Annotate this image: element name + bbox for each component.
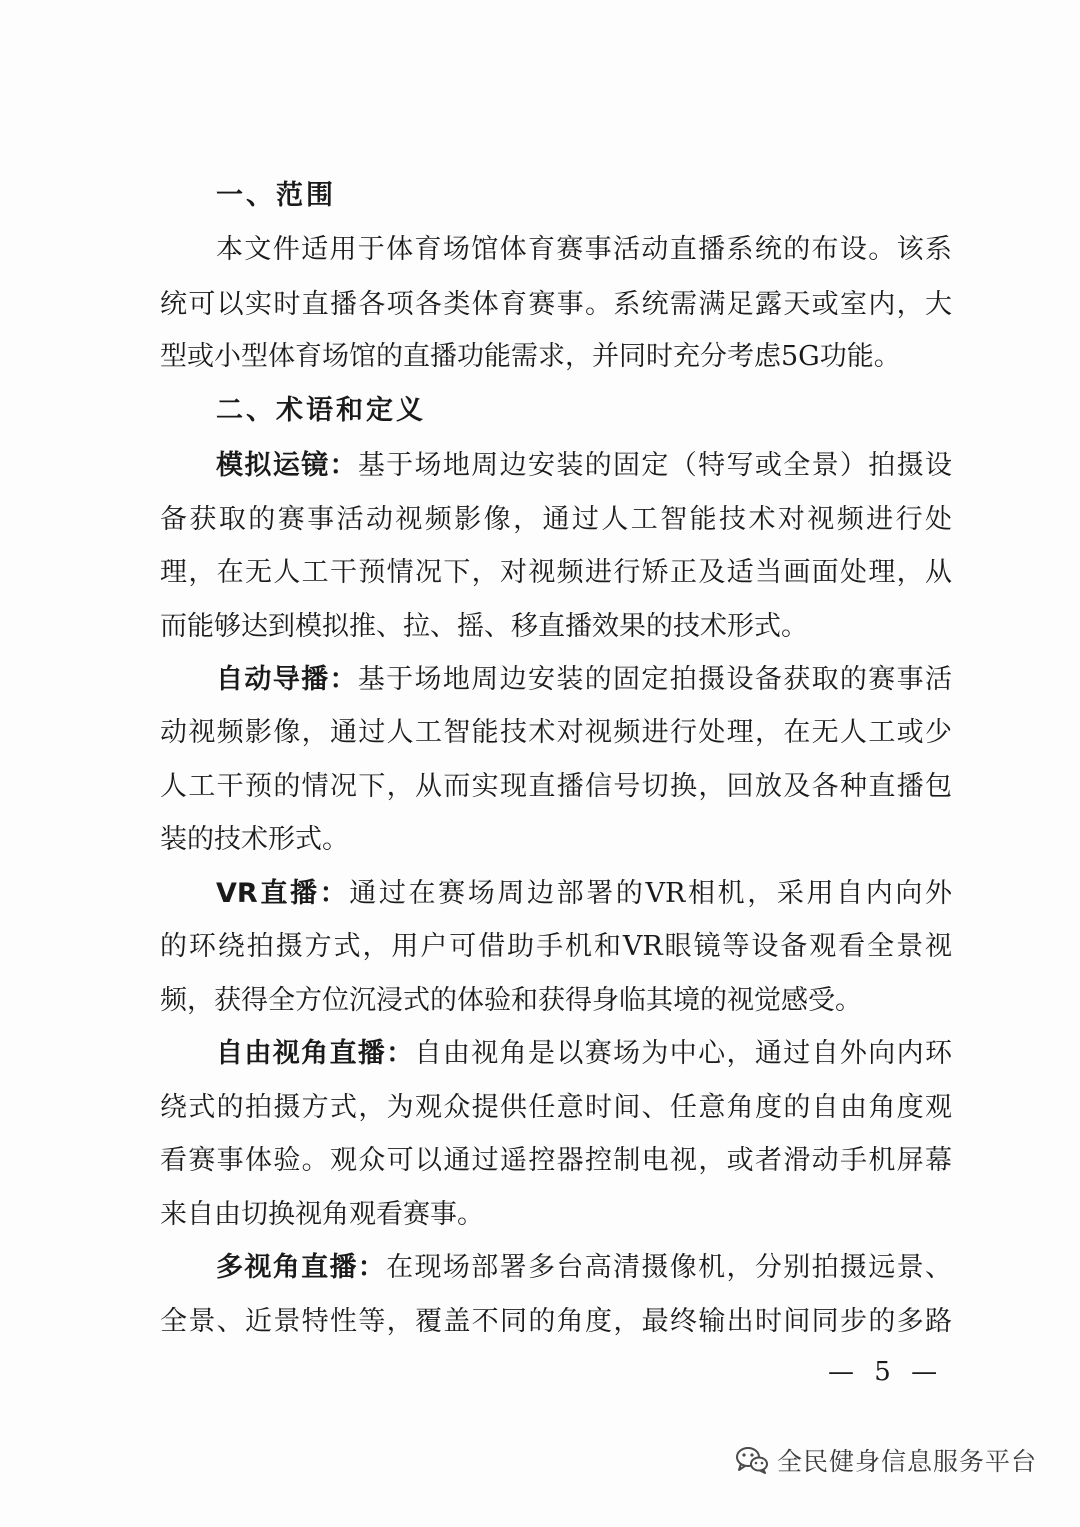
definition-term: 自由视角直播： [216,1038,415,1069]
paragraph-line: 人工干预的情况下，从而实现直播信号切换，回放及各种直播包 [160,771,952,802]
definition-term: VR直播： [216,878,350,909]
paragraph-line: 统可以实时直播各项各类体育赛事。系统需满足露天或室内，大 [160,289,952,320]
paragraph-line: 看赛事体验。观众可以通过遥控器控制电视，或者滑动手机屏幕 [160,1145,952,1176]
definition-first-line [216,874,952,914]
section-heading-terms: 二、术语和定义 [216,395,426,426]
definition-first-line [216,660,952,700]
wechat-icon [735,1445,769,1475]
paragraph-line: 动视频影像，通过人工智能技术对视频进行处理，在无人工或少 [160,717,952,748]
watermark [735,1440,1037,1480]
paragraph-line: 频，获得全方位沉浸式的体验和获得身临其境的视觉感受。 [160,985,862,1016]
definition-text: 基于场地周边安装的固定拍摄设备获取的赛事活 [357,664,953,695]
definition-text: 基于场地周边安装的固定（特写或全景）拍摄设 [357,450,953,481]
definition-text: 通过在赛场周边部署的VR相机，采用自内向外 [349,878,953,909]
definition-first-line [216,446,952,486]
definition-term: 模拟运镜： [216,450,358,481]
paragraph-line: 理，在无人工干预情况下，对视频进行矫正及适当画面处理，从 [160,557,952,588]
paragraph-line: 来自由切换视角观看赛事。 [160,1199,484,1230]
paragraph-line: 而能够达到模拟推、拉、摇、移直播效果的技术形式。 [160,611,808,642]
section-heading-scope: 一、范围 [216,180,336,211]
page-number: — 5 — [828,1357,944,1387]
paragraph-line: 备获取的赛事活动视频影像，通过人工智能技术对视频进行处 [160,504,952,535]
definition-text: 自由视角是以赛场为中心，通过自外向内环 [414,1038,953,1069]
paragraph-line: 装的技术形式。 [160,824,349,855]
definition-term: 多视角直播： [216,1252,387,1283]
paragraph-line: 本文件适用于体育场馆体育赛事活动直播系统的布设。该系 [216,234,952,265]
watermark-text: 全民健身信息服务平台 [777,1447,1038,1476]
paragraph-line: 的环绕拍摄方式，用户可借助手机和VR眼镜等设备观看全景视 [160,931,952,962]
paragraph-line: 型或小型体育场馆的直播功能需求，并同时充分考虑5G功能。 [160,341,901,372]
paragraph-line: 绕式的拍摄方式，为观众提供任意时间、任意角度的自由角度观 [160,1092,952,1123]
definition-text: 在现场部署多台高清摄像机，分别拍摄远景、 [386,1252,953,1283]
paragraph-line: 全景、近景特性等，覆盖不同的角度，最终输出时间同步的多路 [160,1306,952,1337]
definition-first-line [216,1034,952,1074]
definition-first-line [216,1248,952,1288]
definition-term: 自动导播： [216,664,358,695]
